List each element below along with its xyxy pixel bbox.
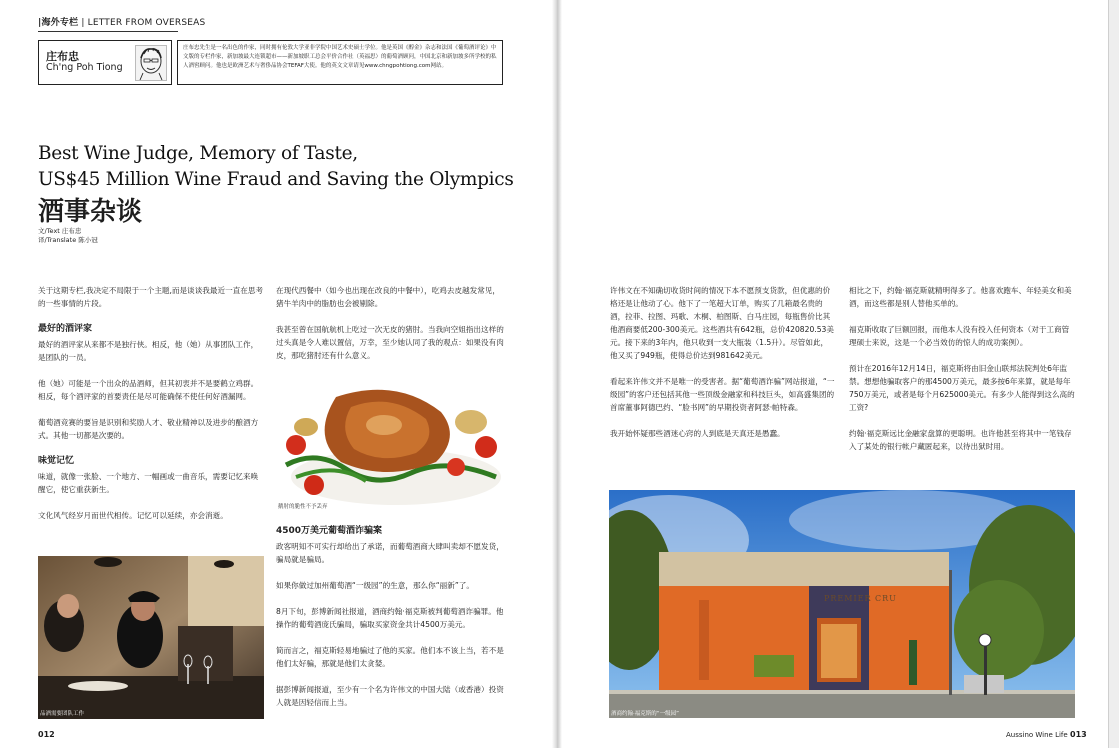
paragraph: 据彭博新闻报道，至少有一个名为许伟文的中国大陆（或香港）投资人就是因轻信而上当。: [276, 685, 504, 707]
roast-pork-photo: [276, 377, 504, 511]
column-2-bottom: [276, 525, 504, 722]
storefront-caption: 酒商约翰·福克斯的“一级园”: [611, 711, 679, 717]
roast-pork-caption: 鹅肘的脆性不予丢弃: [278, 504, 328, 510]
page-edge: [1108, 0, 1119, 748]
author-name-cn: 庄布忠: [46, 50, 79, 63]
restaurant-photo: [38, 556, 264, 719]
storefront-sign: PREMIER CRU: [824, 594, 897, 603]
column-3: [610, 284, 835, 453]
paragraph: 简而言之，福克斯轻易地骗过了他的买家。他们本不该上当，若不是他们太好骗，那就是他们太贪婪。: [276, 646, 504, 668]
paragraph: 文化风气经岁月而世代相传。记忆可以延续，亦会消逝。: [38, 511, 228, 520]
credit-translate: 译/Translate 陈小冠: [38, 236, 98, 244]
restaurant-caption: 品酒需要团队工作: [40, 711, 85, 717]
subheading-best-judge: 最好的酒评家: [38, 324, 93, 334]
paragraph: 在现代西餐中（如今也出现在改良的中餐中），吃鸡去皮越发常见，猪牛羊肉中的脂肪也会被剔除。: [276, 286, 501, 308]
paragraph: 8月下旬，彭博新闻社报道，酒商约翰·福克斯被判葡萄酒诈骗罪。他操作的葡萄酒庞氏骗局，骗取买家资金共计4500万美元。: [276, 607, 504, 629]
column-1: [38, 284, 264, 535]
paragraph: 许伟文在不知确切收货时间的情况下本不愿预支货款，但优惠的价格还是让他动了心。他下了一笔超大订单，购买了几箱最名贵的酒，拉菲、拉图、玛歌、木桐、柏图斯、白马庄园，每瓶售价比其他酒商要低200-300美元。这些酒共有642瓶，总价420820.53美元。接下来的3年内，他只收到一支大瓶装（1.5升）。尽管如此，他又买了949瓶，使得总价达到981642美元。: [610, 286, 834, 360]
paragraph: 如果你做过加州葡萄酒“一级园”的生意，那么你“丽新”了。: [276, 581, 474, 590]
author-bio: 庄布忠先生是一名出色的作家，同时拥有伦敦大学亚非学院中国艺术史硕士学位。他是英国《醇金》杂志和法国《葡萄酒评论》中文版的专栏作家，新加坡最大连锁超市——新加坡职工总会平价合作社（英福思）的葡萄酒顾问，中国北京和新加坡多所学校的私人酒窖顾问。他也是欧洲艺术与奢侈品协会TEFAF大使。他的英文文章请见www.chngpohtiong.com网站。: [177, 40, 503, 85]
paragraph: 我开始怀疑那些酒迷心窍的人到底是天真还是愚蠢。: [610, 429, 785, 438]
column-section: 海外专栏: [41, 18, 79, 28]
column-4: [849, 284, 1075, 466]
page-number-left: 012: [38, 730, 55, 739]
headline-cn: 酒事杂谈: [38, 197, 143, 227]
paragraph: 味道，就像一张脸、一个地方、一幅画或一曲音乐，需要记忆来唤醒它，使它重获新生。: [38, 472, 259, 494]
column-2-top: [276, 284, 504, 375]
paragraph: 福克斯收取了巨额回报，而他本人没有投入任何资本（对于工商管理硕士来说，这是一个必当效仿的惊人的成功案例）。: [849, 325, 1070, 347]
premier-cru-storefront: [609, 490, 1075, 718]
paragraph: 约翰·福克斯远比金融家盘算的更聪明。也许他甚至将其中一笔钱存入了某处的银行帐户藏匿起来，以待出狱时用。: [849, 429, 1072, 451]
column-label: LETTER FROM OVERSEAS: [87, 18, 206, 28]
column-header-rule: [38, 31, 178, 32]
storefront-photo: [609, 490, 1075, 718]
paragraph: 他（她）可能是一个出众的品酒师，但其初衷并不是要鹤立鸡群。相反，每个酒评家的首要责任是尽可能确保不使任何好酒漏网。: [38, 379, 259, 401]
headline-en-line2: US$45 Million Wine Fraud and Saving the Olympics: [38, 169, 514, 190]
credit-text: 文/Text 庄布忠: [38, 227, 82, 235]
paragraph: 预计在2016年12月14日，福克斯将由旧金山联邦法院判处6年监禁。想想他骗取客户的那4500万美元，最多按6年来算，就是每年750万美元，或者是每个月625000美元。有多少人能得到这么高的工资?: [849, 364, 1075, 412]
page-gutter: [552, 0, 562, 748]
author-box: [38, 40, 172, 85]
author-portrait: [135, 45, 167, 81]
author-sketch: [136, 46, 166, 80]
paragraph: 相比之下，约翰·福克斯就精明得多了。他喜欢跑车、年轻美女和美酒，而这些都是别人替他买单的。: [849, 286, 1072, 308]
roast-pork-dish: [276, 377, 504, 511]
paragraph: 葡萄酒竞赛的要旨是识别和奖励人才、敬业精神以及进步的酿酒方式。其他一切都是次要的。: [38, 418, 259, 440]
headline-en-line1: Best Wine Judge, Memory of Taste,: [38, 143, 358, 164]
restaurant-scene: [38, 556, 264, 719]
author-name-en: Ch'ng Poh Tiong: [46, 62, 123, 73]
paragraph: 我甚至曾在国航航机上吃过一次无皮的猪肘。当我向空姐指出这样的过头真是令人难以置信，万幸，至少她认同了我的观点：如果没有肉皮，那吃猪肘还有什么意义。: [276, 325, 504, 360]
paragraph: 最好的酒评家从来都不是独行侠。相反，他（她）从事团队工作，是团队的一员。: [38, 340, 259, 362]
paragraph: 关于这期专栏,我决定不局限于一个主题,而是谈谈我最近一直在思考的一些事情的片段。: [38, 286, 264, 308]
subheading-wine-fraud: 4500万美元葡萄酒诈骗案: [276, 526, 383, 536]
page-number-right: 013: [1070, 730, 1087, 739]
paragraph: 看起来许伟文并不是唯一的受害者。据“葡萄酒诈骗”网站报道，“一级园”的客户还包括其他一些顶级金融家和科技巨头，如高盛集团的首席董事阿德巴约、“脸书网”的早期投资者阿瑟·帕特森。: [610, 377, 835, 412]
subheading-taste-memory: 味觉记忆: [38, 456, 75, 466]
magazine-name: Aussino Wine Life: [1006, 731, 1068, 739]
paragraph: 政客明知不可实行却给出了承诺，而葡萄酒商大肆叫卖却不愿发货，骗局就是骗局。: [276, 542, 504, 564]
column-header: |海外专栏 | LETTER FROM OVERSEAS: [38, 18, 206, 28]
